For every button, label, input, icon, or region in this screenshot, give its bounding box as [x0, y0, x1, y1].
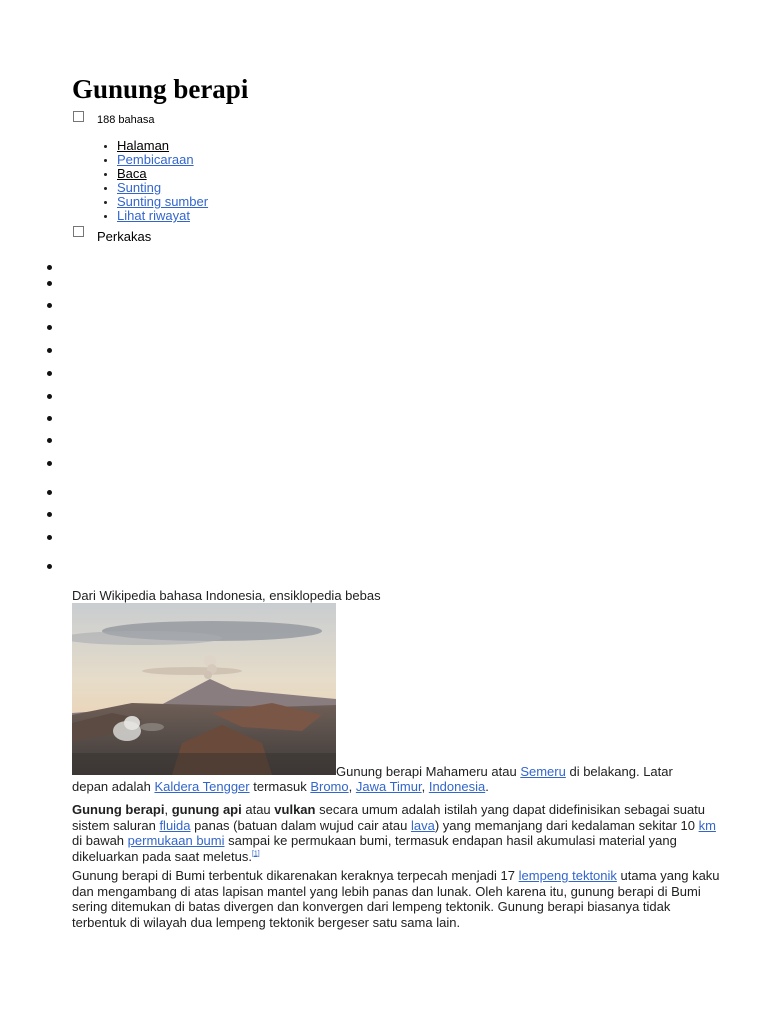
empty-list-bullet: [47, 281, 52, 286]
empty-list-bullet: [47, 535, 52, 540]
tab-pembicaraan[interactable]: • Pembicaraan: [117, 153, 208, 167]
tools-label[interactable]: Perkakas: [97, 229, 152, 244]
empty-list-bullet: [47, 490, 52, 495]
empty-list-bullet: [47, 325, 52, 330]
link-km[interactable]: km: [698, 817, 716, 833]
empty-list-bullet: [47, 438, 52, 443]
link-fluida[interactable]: fluida: [159, 817, 191, 833]
empty-list-bullet: [47, 348, 52, 353]
tab-baca[interactable]: • Baca: [117, 167, 208, 181]
link-permukaan-bumi[interactable]: permukaan bumi: [127, 833, 225, 848]
volcano-photo[interactable]: [72, 603, 336, 775]
empty-list-bullet: [47, 265, 52, 270]
page-tabs: [72, 139, 208, 223]
link-indonesia[interactable]: Indonesia: [428, 779, 486, 794]
tools-checkbox[interactable]: [73, 226, 84, 237]
site-tagline: Dari Wikipedia bahasa Indonesia, ensiklopedia bebas: [72, 588, 381, 603]
page-title: Gunung berapi: [72, 74, 249, 104]
reference-link[interactable]: [1]: [251, 850, 260, 858]
empty-list-bullet: [47, 371, 52, 376]
link-bromo[interactable]: Bromo: [310, 779, 349, 794]
tab-halaman[interactable]: • Halaman: [117, 139, 208, 153]
link-jawa-timur[interactable]: Jawa Timur: [355, 779, 422, 794]
empty-list-bullet: [47, 394, 52, 399]
empty-list-bullet: [47, 512, 52, 517]
link-lempeng-tektonik[interactable]: lempeng tektonik: [518, 868, 617, 883]
empty-list-bullet: [47, 564, 52, 569]
plates-paragraph: Gunung berapi di Bumi terbentuk dikarenakan keraknya terpecah menjadi 17 lempeng tektonik utama yang kaku dan mengambang di atas lapisan mantel yang lebih panas dan lunak. Oleh karena itu, gunung berapi di Bumi sering ditemukan di batas divergen dan konvergen dari lempeng tektonik. Gunung berapi biasanya tidak terbentuk di wilayah dua lempeng tektonik bergeser satu sama lain.: [72, 868, 720, 930]
link-lava[interactable]: lava: [410, 817, 435, 833]
link-kaldera-tengger[interactable]: Kaldera Tengger: [154, 779, 250, 794]
empty-list-bullet: [47, 416, 52, 421]
tab-sunting-sumber[interactable]: • Sunting sumber: [117, 195, 208, 209]
intro-paragraph: Gunung berapi, gunung api atau vulkan secara umum adalah istilah yang dapat didefinisikan sebagai suatu sistem saluran fluida panas (batuan dalam wujud cair atau lava) yang memanjang dari kedalaman sekitar 10 km di bawah permukaan bumi sampai ke permukaan bumi, termasuk endapan hasil akumulasi material yang dikeluarkan pada saat meletus.[1]: [72, 802, 716, 864]
link-semeru[interactable]: Semeru: [520, 764, 566, 779]
tab-sunting[interactable]: • Sunting: [117, 181, 208, 195]
figure-caption: Gunung berapi Mahameru atau Semeru di belakang. Latar depan adalah Kaldera Tengger termasuk Bromo, Jawa Timur, Indonesia.: [72, 764, 673, 794]
tab-lihat-riwayat[interactable]: • Lihat riwayat: [117, 209, 208, 223]
empty-list-bullet: [47, 303, 52, 308]
languages-label[interactable]: 188 bahasa: [97, 114, 155, 126]
languages-checkbox[interactable]: [73, 111, 84, 122]
empty-list-bullet: [47, 461, 52, 466]
